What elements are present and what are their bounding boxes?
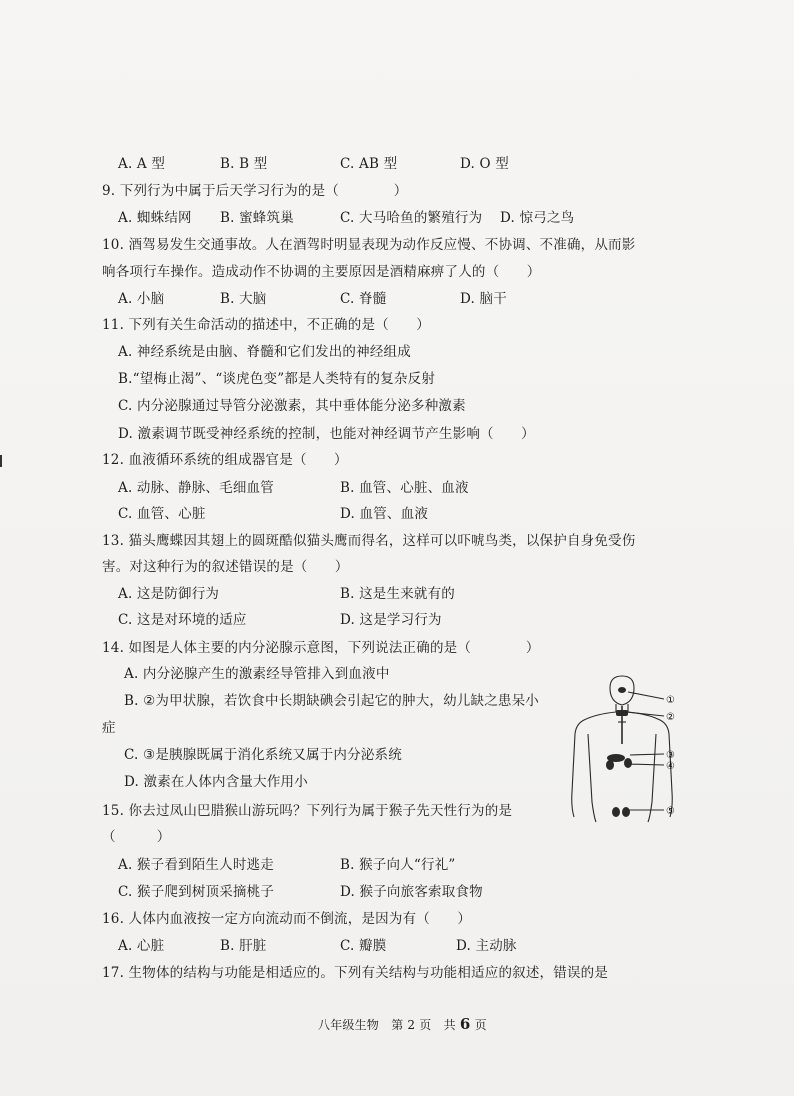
q15-stem-line1: 15. 你去过凤山巴腊猴山游玩吗？下列行为属于猴子先天性行为的是 [102, 803, 513, 819]
figure-label-3: ③ [666, 750, 675, 761]
q16-stem: 16. 人体内血液按一定方向流动而不倒流，是因为有（ ） [102, 911, 472, 927]
figure-label-4: ④ [666, 761, 675, 772]
q9-option-a: A. 蜘蛛结网 [118, 210, 192, 226]
q14-option-b: B. ②为甲状腺，若饮食中长期缺碘会引起它的肿大，幼儿缺之患呆小 [124, 693, 540, 709]
q12-option-c: C. 血管、心脏 [118, 506, 206, 522]
q16-option-d: D. 主动脉 [456, 938, 517, 954]
q10-option-d: D. 脑干 [460, 291, 507, 307]
q15-stem-line2: （ ） [102, 829, 171, 845]
figure-label-5: ⑤ [666, 806, 675, 817]
q9-option-c: C. 大马哈鱼的繁殖行为 [340, 210, 483, 226]
q8-option-b: B. B 型 [220, 156, 268, 172]
q10-stem-line2: 响各项行车操作。造成动作不协调的主要原因是酒精麻痹了人的（ ） [102, 264, 541, 280]
q10-option-c: C. 脊髓 [340, 291, 387, 307]
q11-stem: 11. 下列有关生命活动的描述中，不正确的是（ ） [102, 317, 430, 333]
q15-option-c: C. 猴子爬到树顶采摘桃子 [118, 884, 275, 900]
q13-stem-line2: 害。对这种行为的叙述错误的是（ ） [102, 559, 349, 575]
endocrine-gland-figure [566, 672, 686, 832]
q12-option-d: D. 血管、血液 [340, 506, 429, 522]
q14-option-a: A. 内分泌腺产生的激素经导管排入到血液中 [124, 666, 390, 682]
figure-label-2: ② [666, 712, 675, 723]
footer-suffix: 页 [474, 1018, 487, 1032]
q8-option-c: C. AB 型 [340, 156, 398, 172]
q8-option-d: D. O 型 [460, 156, 509, 172]
q10-option-a: A. 小脑 [118, 291, 165, 307]
q15-option-d: D. 猴子向旅客索取食物 [340, 884, 483, 900]
q12-stem: 12. 血液循环系统的组成器官是（ ） [102, 452, 348, 468]
q17-stem: 17. 生物体的结构与功能是相适应的。下列有关结构与功能相适应的叙述，错误的是 [102, 965, 609, 981]
footer-total-pages: 6 [459, 1015, 471, 1033]
footer-mid: 页 共 [419, 1018, 456, 1032]
q16-option-a: A. 心脏 [118, 938, 165, 954]
q14-option-b-cont: 症 [102, 720, 116, 736]
q13-option-c: C. 这是对环境的适应 [118, 612, 247, 628]
footer-page-number: 2 [407, 1018, 416, 1032]
footer-prefix: 八年级生物 第 [318, 1018, 404, 1032]
q8-option-a: A. A 型 [118, 156, 166, 172]
q15-option-a: A. 猴子看到陌生人时逃走 [118, 857, 274, 873]
q13-option-b: B. 这是生来就有的 [340, 586, 456, 602]
q16-option-c: C. 瓣膜 [340, 938, 387, 954]
q15-option-b: B. 猴子向人“行礼” [340, 857, 456, 873]
q13-stem-line1: 13. 猫头鹰蝶因其翅上的圆斑酷似猫头鹰而得名，这样可以吓唬鸟类，以保护自身免受伤 [102, 533, 636, 549]
q14-option-d: D. 激素在人体内含量大作用小 [124, 774, 308, 790]
q9-option-b: B. 蜜蜂筑巢 [220, 210, 294, 226]
q10-option-b: B. 大脑 [220, 291, 267, 307]
q11-option-d: D. 激素调节既受神经系统的控制，也能对神经调节产生影响（ ） [118, 426, 535, 442]
q9-option-d: D. 惊弓之鸟 [500, 210, 575, 226]
q12-option-a: A. 动脉、静脉、毛细血管 [118, 480, 274, 496]
q11-option-b: B.“望梅止渴”、“谈虎色变”都是人类特有的复杂反射 [118, 371, 436, 387]
q12-option-b: B. 血管、心脏、血液 [340, 480, 469, 496]
q11-option-a: A. 神经系统是由脑、脊髓和它们发出的神经组成 [118, 344, 411, 360]
q13-option-a: A. 这是防御行为 [118, 586, 220, 602]
q16-option-b: B. 肝脏 [220, 938, 267, 954]
edge-mark [0, 455, 2, 467]
q14-stem: 14. 如图是人体主要的内分泌腺示意图，下列说法正确的是（ ） [102, 640, 540, 656]
page-footer [318, 1015, 487, 1034]
q9-stem: 9. 下列行为中属于后天学习行为的是（ ） [102, 183, 408, 199]
q13-option-d: D. 这是学习行为 [340, 612, 442, 628]
q11-option-c: C. 内分泌腺通过导管分泌激素，其中垂体能分泌多种激素 [118, 398, 466, 414]
q14-option-c: C. ③是胰腺既属于消化系统又属于内分泌系统 [124, 747, 402, 763]
q10-stem-line1: 10. 酒驾易发生交通事故。人在酒驾时明显表现为动作反应慢、不协调、不准确，从而影 [102, 237, 636, 253]
figure-label-1: ① [666, 695, 675, 706]
